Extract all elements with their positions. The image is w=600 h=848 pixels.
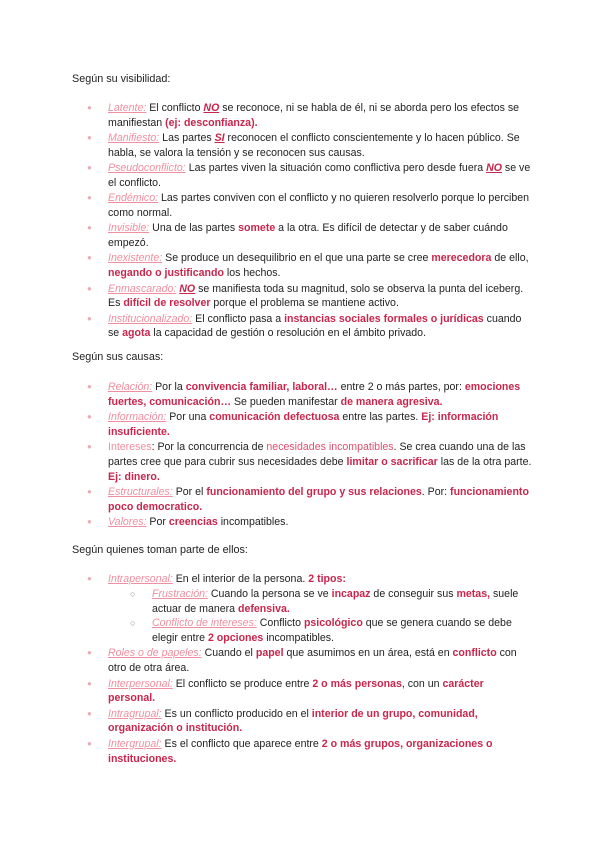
list-item-roles: ● Roles o de papeles: Cuando el papel que asumimos en un área, está en conflicto con otro de otra área. [72, 646, 532, 676]
list-item-inexistente: ● Inexistente: Se produce un desequilibrio en el que una parte se cree merecedora de ello, negando o justificando los hechos. [72, 251, 532, 281]
sub-item-frustracion: ○ Frustración: Cuando la persona se ve incapaz de conseguir sus metas, suele actuar de manera defensiva. [108, 587, 532, 617]
term: Información: [108, 411, 167, 424]
term: Latente: [108, 102, 147, 114]
term: Relación: [108, 381, 153, 393]
list-item-valores: ● Valores: Por creencias incompatibles. [72, 515, 532, 530]
term: Frustración: [152, 587, 208, 600]
list-item-pseudoconflicto: ● Pseudoconflicto: Las partes viven la situación como conflictiva pero desde fuera NO se ve el conflicto. [72, 161, 532, 191]
term: Intrapersonal: [108, 573, 173, 585]
term: Pseudoconflicto: [108, 162, 186, 175]
term: Conflicto de intereses: [152, 617, 257, 630]
list-item-intereses: ● Intereses: Por la concurrencia de necesidades incompatibles. Se crea cuando una de las partes cree que para cubrir sus necesidades debe limitar o sacrificar las de la otra parte. Ej: dinero. [72, 440, 532, 484]
list-item-latente: ● Latente: El conflicto NO se reconoce, ni se habla de él, ni se aborda pero los efectos se manifiestan (ej: desconfianza). [72, 101, 532, 131]
list-item-invisible: ● Invisible: Una de las partes somete a la otra. Es difícil de detectar y de saber cuándo empezó. [72, 221, 532, 251]
term: Valores: [108, 516, 147, 529]
list-item-interpersonal: ● Interpersonal: El conflicto se produce entre 2 o más personas, con un carácter personal. [72, 677, 532, 707]
list-item-institucionalizado: ● Institucionalizado: El conflicto pasa a instancias sociales formales o jurídicas cuando se agota la capacidad de gestión o resolución en el ámbito privado. [72, 312, 532, 342]
term: Intragrupal: [108, 707, 162, 720]
list-participantes [72, 572, 532, 767]
term: Enmascarado: [108, 282, 177, 295]
list-item-relacion: ● Relación: Por la convivencia familiar, laboral… entre 2 o más partes, por: emociones fuertes, comunicación… Se pueden manifestar de manera agresiva. [72, 380, 532, 410]
list-causas [72, 380, 532, 530]
term: Intergrupal: [108, 737, 162, 750]
term: Endémico: [108, 192, 159, 205]
list-item-intrapersonal: ● Intrapersonal: En el interior de la persona. 2 tipos: ○ Frustración: Cuando la persona se ve incapaz de conseguir sus metas, suele actuar de manera defensiva. ○ Conflicto de intereses: Conflicto psicológico que se genera cuando se debe elegir entre 2 opciones incompatibles. [72, 572, 532, 646]
list-item-estructurales: ● Estructurales: Por el funcionamiento del grupo y sus relaciones. Por: funcionamiento poco democratico. [72, 485, 532, 515]
section-heading-causas: Según sus causas: [72, 351, 164, 363]
term: Intereses [108, 441, 152, 454]
list-item-intragrupal: ● Intragrupal: Es un conflicto producido en el interior de un grupo, comunidad, organización o institución. [72, 707, 532, 737]
list-item-intergrupal: ● Intergrupal: Es el conflicto que aparece entre 2 o más grupos, organizaciones o instituciones. [72, 737, 532, 767]
sublist-intrapersonal [108, 587, 532, 646]
sub-item-conflicto-intereses: ○ Conflicto de intereses: Conflicto psicológico que se genera cuando se debe elegir entre 2 opciones incompatibles. [108, 616, 532, 646]
term: Inexistente: [108, 252, 163, 265]
section-heading-visibilidad: Según su visibilidad: [72, 73, 171, 85]
list-item-informacion: ● Información: Por una comunicación defectuosa entre las partes. Ej: información insuficiente. [72, 410, 532, 440]
section-heading-participantes: Según quienes toman parte de ellos: [72, 544, 248, 556]
term: Institucionalizado: [108, 312, 193, 325]
list-item-enmascarado: ● Enmascarado: NO se manifiesta toda su magnitud, solo se observa la punta del iceberg. Es difícil de resolver porque el problema se mantiene activo. [72, 282, 532, 312]
term: Invisible: [108, 222, 150, 235]
list-visibilidad [72, 101, 532, 342]
term: Interpersonal: [108, 677, 173, 690]
term: Manifiesto: [108, 132, 160, 145]
list-item-endemico: ● Endémico: Las partes conviven con el conflicto y no quieren resolverlo porque lo perciben como normal. [72, 191, 532, 221]
list-item-manifiesto: ● Manifiesto: Las partes SI reconocen el conflicto conscientemente y lo hacen público. Se habla, se valora la tensión y se reconocen sus causas. [72, 131, 532, 161]
term: Estructurales: [108, 486, 173, 499]
term: Roles o de papeles: [108, 647, 202, 660]
